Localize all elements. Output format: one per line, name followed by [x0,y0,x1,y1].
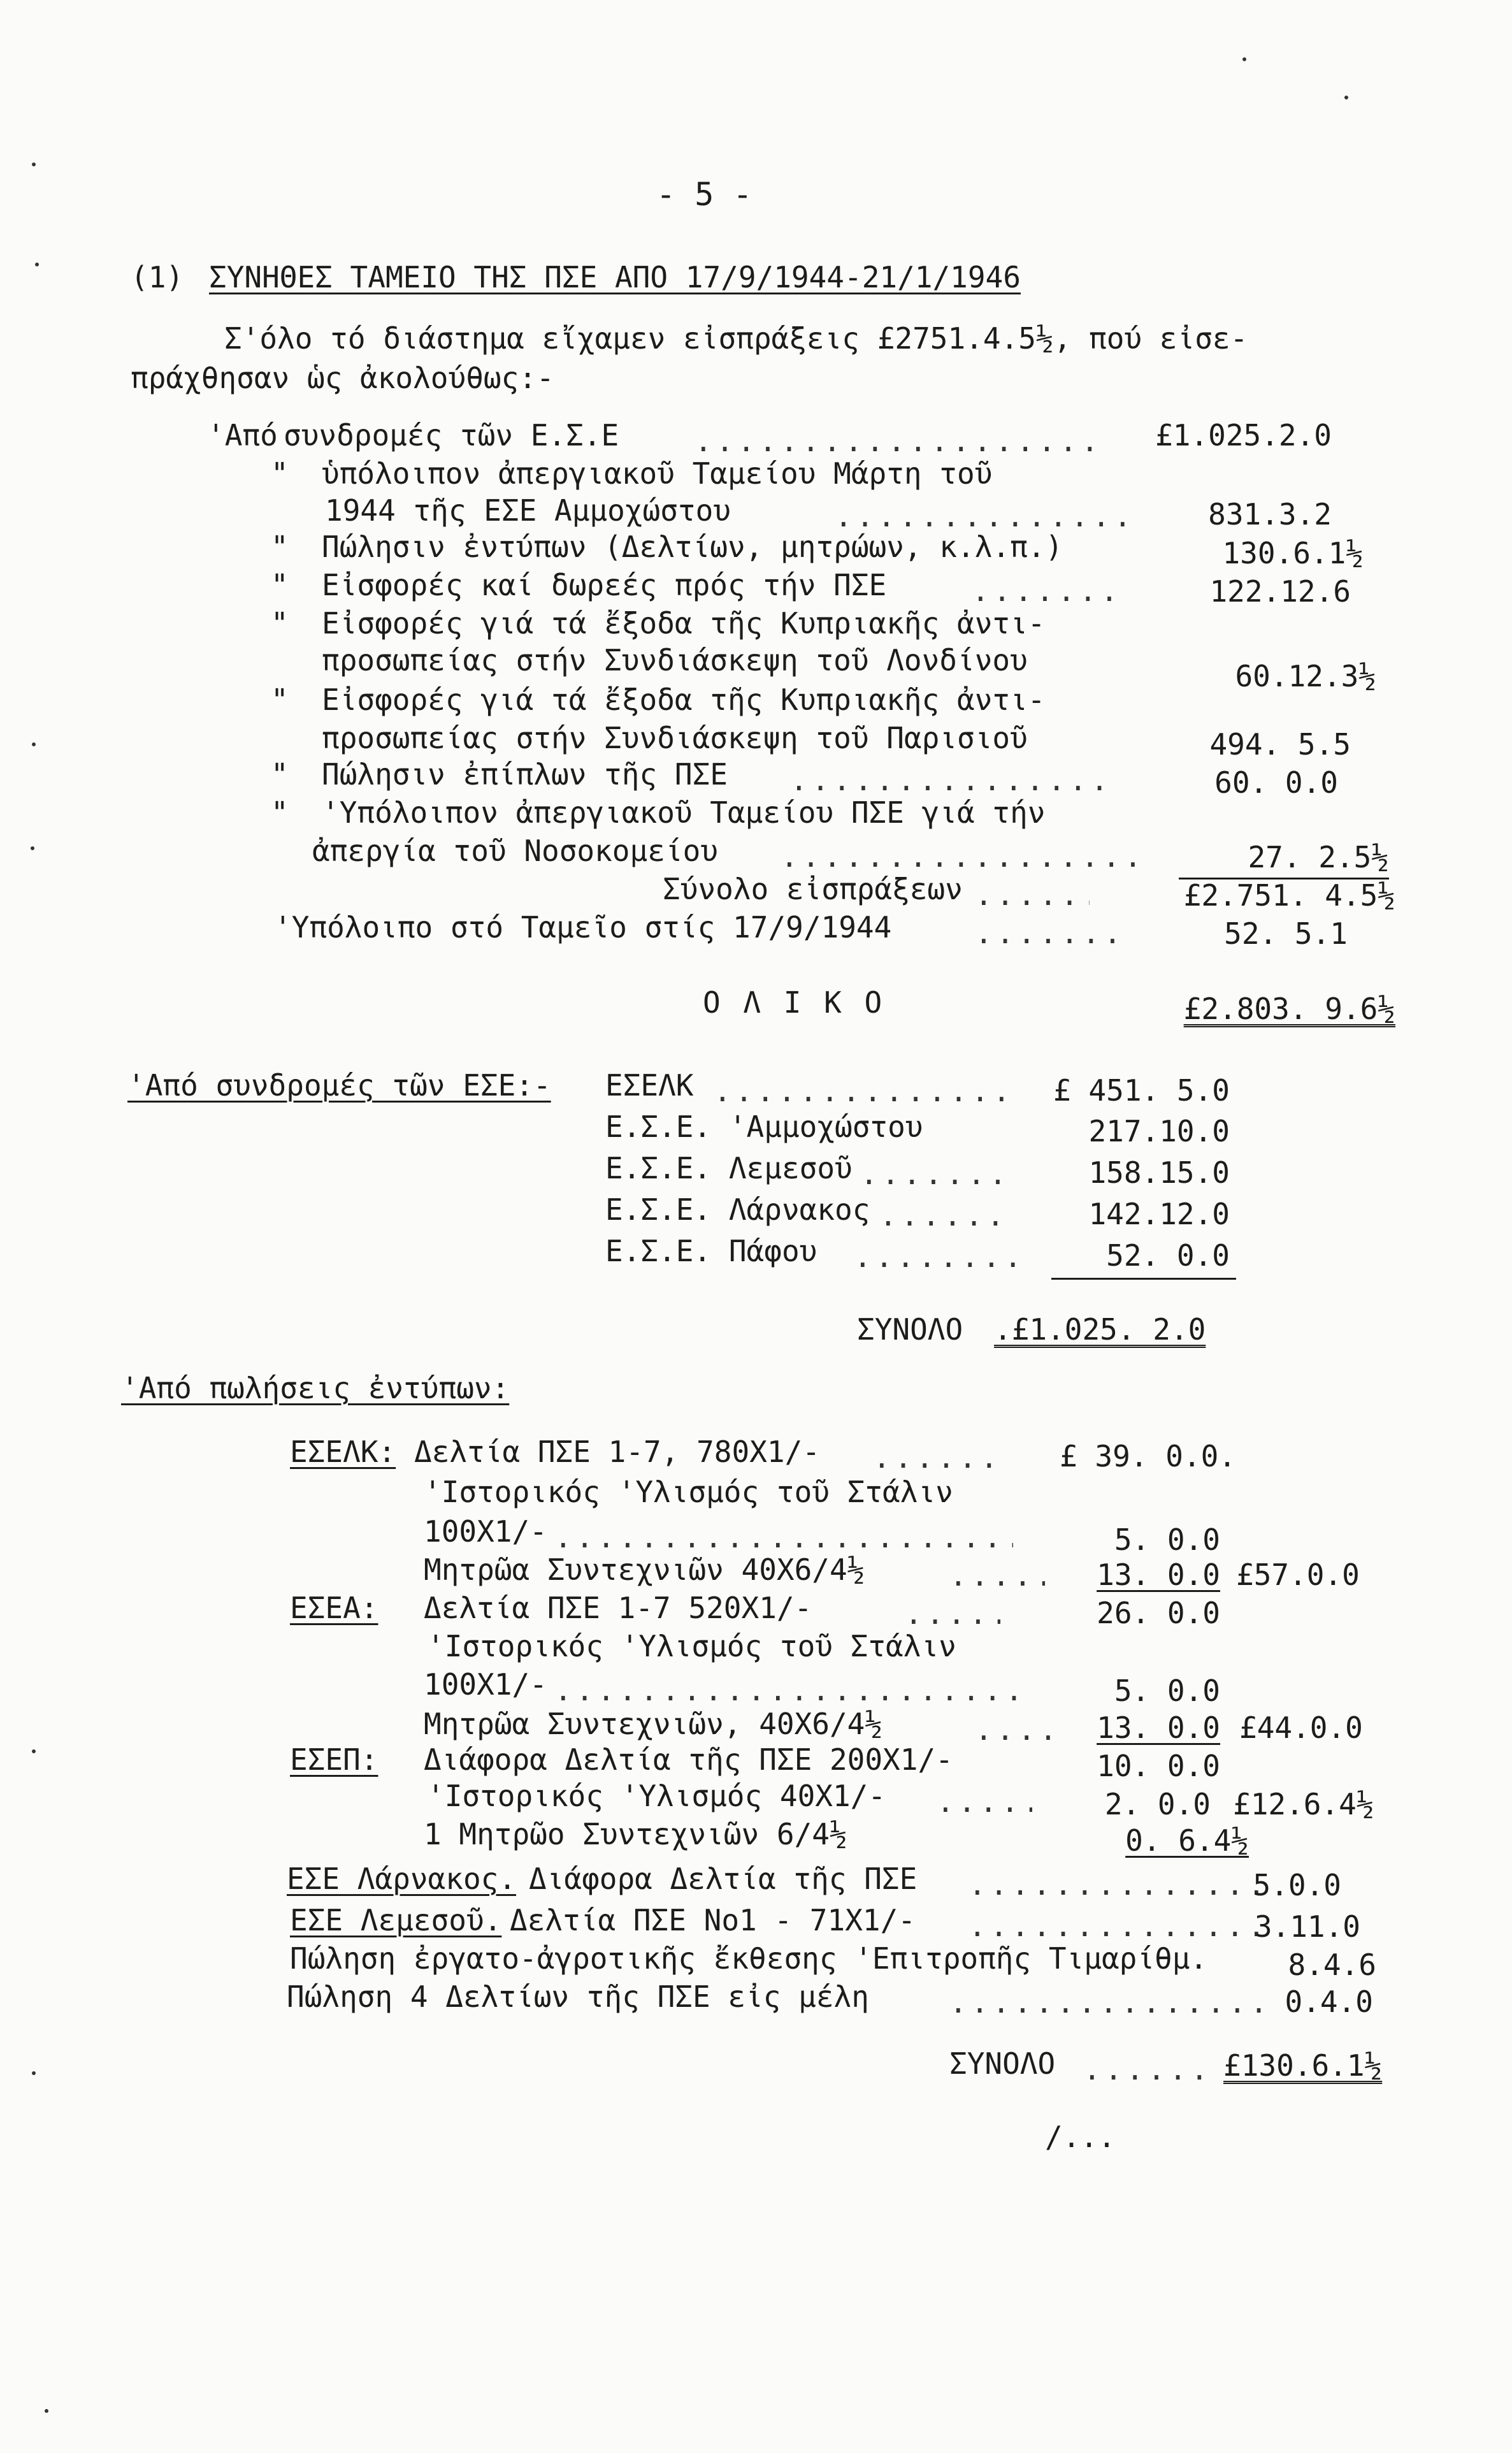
union-label-esea: ΕΣΕΑ: [290,1591,378,1625]
scan-speck [31,846,34,850]
receipt-amount: 122.12.6 [1209,574,1351,609]
sale-line: 'Ιστορικός 'Υλισμός τοῦ Στάλιν [424,1475,953,1509]
sale-line: 1 Μητρῶο Συντεχνιῶν 6/4½ [424,1817,847,1851]
receipt-text: Πώλησιν ἐντύπων (Δελτίων, μητρώων, κ.λ.π.) [322,530,1063,564]
union-label-limassol: ΕΣΕ Λεμεσοῦ. [290,1903,502,1937]
receipt-text: Εἰσφορές γιά τά ἔξοδα τῆς Κυπριακῆς ἀντι- [322,606,1046,640]
leader-dots [873,1440,1000,1475]
leader-dots [905,1596,1000,1631]
page-number: - 5 - [656,176,752,213]
subscription-amount: 158.15.0 [1088,1155,1230,1190]
subscription-name: Ε.Σ.Ε. Λεμεσοῦ [605,1151,853,1185]
sale-amount: 5. 0.0 [1114,1674,1220,1708]
leader-dots [714,1074,1019,1108]
receipt-amount: 60.12.3½ [1235,659,1376,693]
subscriptions-total-label: ΣΥΝΟΛΟ [857,1312,963,1347]
sale-amount: 10. 0.0 [1097,1749,1220,1783]
leader-dots [975,878,1090,912]
scan-speck [32,2071,36,2075]
receipt-text: ὑπόλοιπον ἀπεργιακοῦ Ταμείου Μάρτη τοῦ [322,456,993,491]
scan-speck [1344,96,1348,99]
sale-amount: 8.4.6 [1288,1948,1376,1982]
sale-amount: £ 39. 0.0. [1060,1439,1236,1473]
balance-amount: 52. 5.1 [1224,916,1348,951]
sale-line: Δελτία ΠΣΕ Νο1 - 71Χ1/- [510,1903,916,1937]
total-receipts-label: Σύνολο εἰσπράξεων [663,872,963,906]
print-sales-heading: 'Από πωλήσεις ἐντύπων: [121,1371,510,1405]
continuation-mark: /... [1045,2120,1116,2154]
scan-speck [35,263,39,266]
total-rule [1051,1278,1236,1280]
leader-dots [781,839,1137,874]
sale-amount: 5.0.0 [1253,1868,1341,1902]
receipt-mark: " [271,530,289,564]
subscription-amount: 52. 0.0 [1106,1238,1230,1273]
sale-amount: 13. 0.0 [1097,1558,1220,1592]
sale-line: 'Ιστορικός 'Υλισμός τοῦ Στάλιν [427,1629,956,1663]
leader-dots [1083,2052,1217,2087]
leader-dots [854,1240,1019,1274]
scan-speck [32,742,36,746]
sale-amount: 3.11.0 [1254,1909,1360,1944]
leader-dots [975,1712,1051,1747]
receipt-mark: " [271,456,289,491]
subscription-name: Ε.Σ.Ε. Πάφου [605,1234,817,1268]
subscription-amount: 142.12.0 [1088,1197,1230,1231]
leader-dots [554,1673,1026,1707]
print-sales-total-label: ΣΥΝΟΛΟ [949,2046,1056,2081]
scan-speck [32,1749,36,1753]
receipt-amount: 831.3.2 [1208,497,1332,532]
leader-dots [937,1784,1032,1819]
sale-line: Δελτία ΠΣΕ 1-7, 780Χ1/- [414,1435,820,1469]
receipt-mark: " [271,568,289,602]
total-receipts-amount: £2.751. 4.5½ [1183,878,1395,913]
sale-amount: 2. 0.0 [1104,1787,1211,1821]
sale-amount: 26. 0.0 [1097,1596,1220,1630]
sale-line: Διάφορα Δελτία τῆς ΠΣΕ [529,1862,918,1896]
receipt-amount: 130.6.1½ [1222,536,1364,570]
sale-line: Πώληση ἐργατο-ἀγροτικῆς ἔκθεσης 'Επιτροπῆς Τιμαρίθμ. [290,1941,1208,1976]
leader-dots [972,574,1118,608]
receipt-mark: " [271,683,289,717]
leader-dots [879,1198,1007,1233]
sale-line: Δελτία ΠΣΕ 1-7 520Χ1/- [424,1591,812,1625]
sale-amount: 0. 6.4½ [1125,1823,1249,1858]
intro-line-1: Σ'όλο τό διάστημα εἴχαμεν εἰσπράξεις £2751.4.5½, πού εἰσε- [224,321,1248,356]
grand-total-label: Ο Λ Ι Κ Ο [703,985,885,1020]
receipt-amount: £1.025.2.0 [1155,418,1332,452]
sale-line: Μητρῶα Συντεχνιῶν, 40Χ6/4½ [424,1707,883,1741]
sale-amount: 13. 0.0 [1097,1711,1220,1745]
receipt-text: 1944 τῆς ΕΣΕ Αμμοχώστου [325,493,731,528]
union-label-eselk: ΕΣΕΛΚ: [290,1435,396,1469]
leader-dots [860,1157,1007,1191]
leader-dots [835,499,1141,533]
receipt-amount: 60. 0.0 [1214,765,1338,800]
sale-subtotal: £57.0.0 [1236,1558,1360,1592]
leader-dots [695,424,1102,458]
receipt-text: Πώλησιν ἐπίπλων τῆς ΠΣΕ [322,757,728,792]
subscription-amount: £ 451. 5.0 [1053,1073,1230,1108]
receipt-text: προσωπείας στήν Συνδιάσκεψη τοῦ Παρισιοῦ [322,721,1028,755]
sale-subtotal: £44.0.0 [1239,1711,1363,1745]
receipt-mark: 'Από [207,418,278,452]
receipt-mark: " [271,606,289,640]
subscriptions-heading: 'Από συνδρομές τῶν ΕΣΕ:- [127,1068,551,1103]
receipt-mark: " [271,757,289,792]
section-title: ΣΥΝΗΘΕΣ ΤΑΜΕΙΟ ΤΗΣ ΠΣΕ ΑΠΟ 17/9/1944-21/1/1946 [209,260,1021,294]
section-number: (1) [131,260,184,294]
leader-dots [554,1520,1013,1554]
receipt-text: 'Υπόλοιπον ἀπεργιακοῦ Ταμείου ΠΣΕ γιά τήν [322,795,1046,830]
leader-dots [790,763,1109,797]
sale-subtotal: £12.6.4½ [1233,1787,1374,1821]
sale-line: Διάφορα Δελτία τῆς ΠΣΕ 200Χ1/- [424,1742,953,1777]
sale-line: 100Χ1/- [424,1514,547,1549]
leader-dots [949,1558,1045,1593]
scan-speck [45,2409,48,2413]
receipt-text: συνδρομές τῶν Ε.Σ.Ε [284,418,619,452]
receipt-text: Εἰσφορές γιά τά ἔξοδα τῆς Κυπριακῆς ἀντι- [322,683,1046,717]
sale-line: 'Ιστορικός 'Υλισμός 40Χ1/- [427,1779,886,1813]
subscription-amount: 217.10.0 [1088,1114,1230,1148]
receipt-text: ἀπεργία τοῦ Νοσοκομείου [312,834,718,868]
receipt-mark: " [271,795,289,830]
receipt-amount: 494. 5.5 [1209,727,1351,762]
sale-amount: 0.4.0 [1285,1985,1373,2019]
print-sales-total-amount: £130.6.1½ [1223,2048,1383,2083]
receipt-text: Εἰσφορές καί δωρεές πρός τήν ΠΣΕ [322,568,887,602]
sale-line: 100Χ1/- [424,1667,547,1702]
intro-line-2: πράχθησαν ὡς ἀκολούθως:- [131,361,554,395]
subscription-name: Ε.Σ.Ε. Λάρνακος [605,1192,870,1227]
leader-dots [975,916,1128,950]
subscription-name: Ε.Σ.Ε. 'Αμμοχώστου [605,1110,923,1144]
sale-line: Μητρῶα Συντεχνιῶν 40Χ6/4½ [424,1552,865,1587]
sale-amount: 5. 0.0 [1114,1523,1220,1557]
receipt-amount: 27. 2.5½ [1248,840,1389,874]
scan-speck [32,163,36,166]
subscriptions-total-amount: .£1.025. 2.0 [994,1312,1206,1347]
sale-line: Πώληση 4 Δελτίων τῆς ΠΣΕ εἰς μέλη [287,1979,869,2014]
scan-speck [1242,57,1246,61]
grand-total-amount: £2.803. 9.6½ [1183,992,1395,1026]
receipt-text: προσωπείας στήν Συνδιάσκεψη τοῦ Λονδίνου [322,643,1028,677]
union-label-esep: ΕΣΕΠ: [290,1742,378,1777]
balance-label: 'Υπόλοιπο στό Ταμεῖο στίς 17/9/1944 [274,910,892,944]
union-label-larnaca: ΕΣΕ Λάρνακος. [287,1862,517,1896]
subscription-name: ΕΣΕΛΚ [605,1068,694,1103]
